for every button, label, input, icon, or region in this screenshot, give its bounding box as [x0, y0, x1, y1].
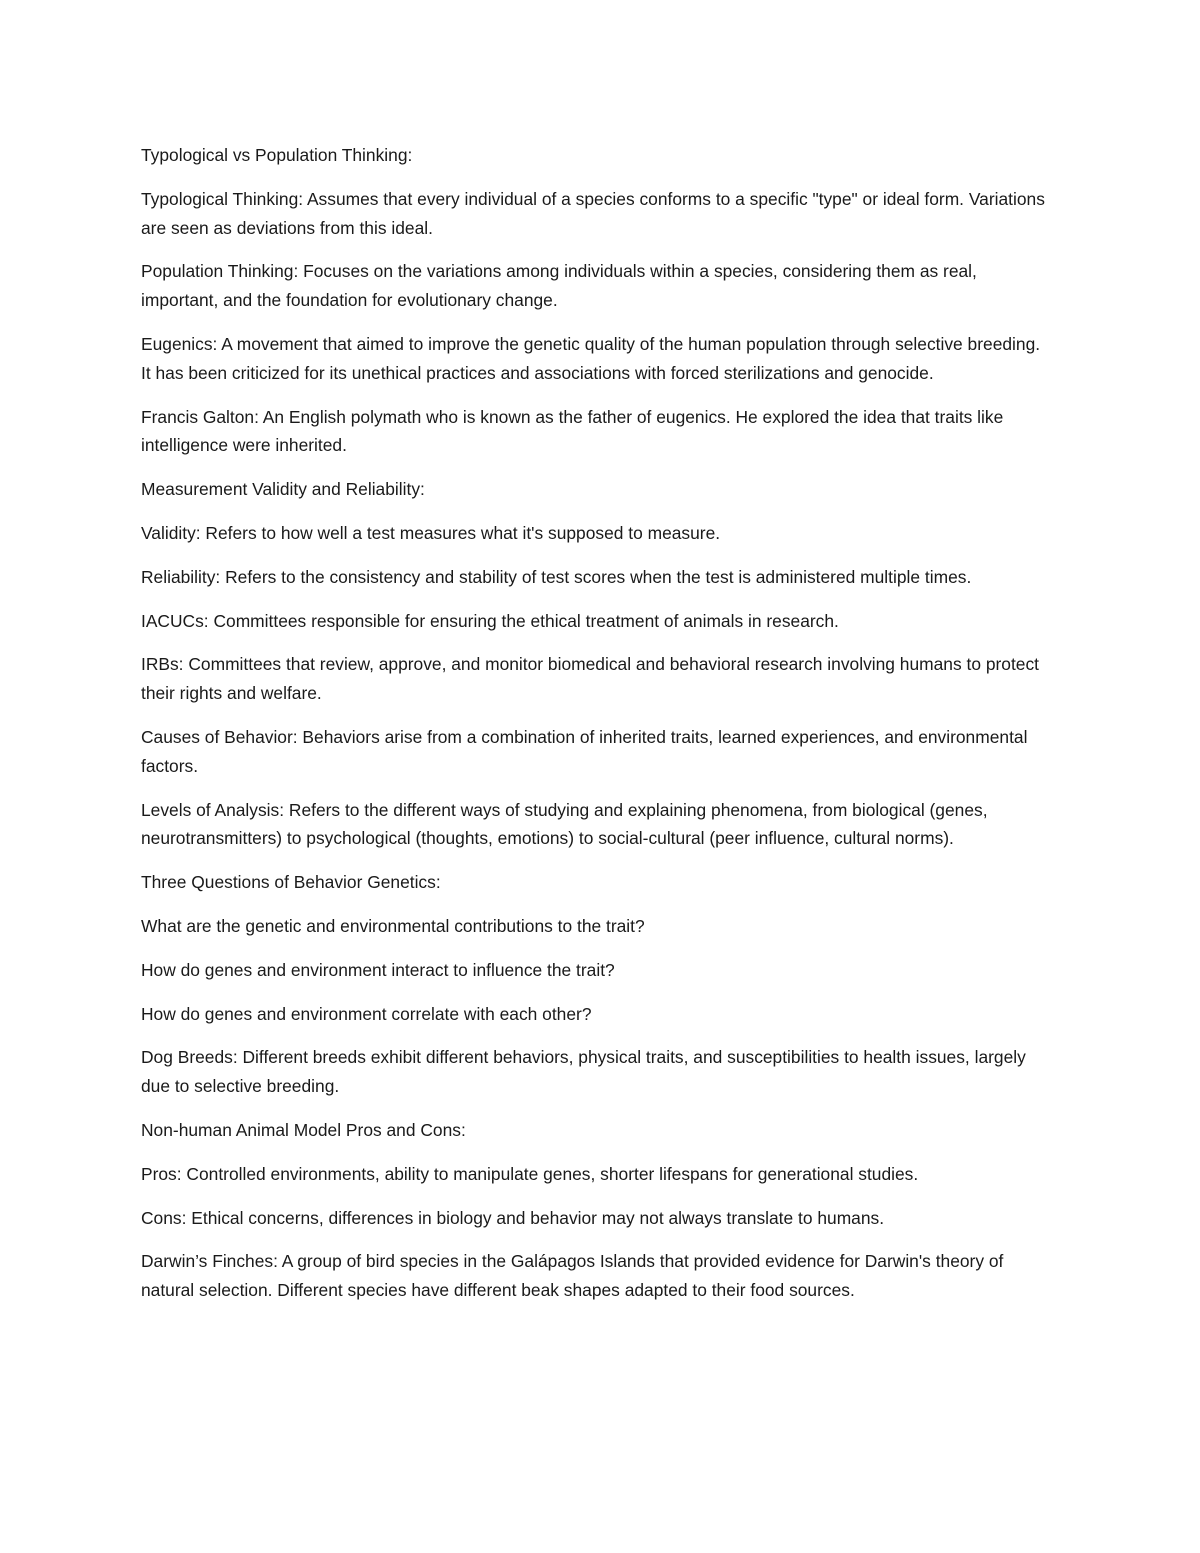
paragraph-reliability: Reliability: Refers to the consistency and stability of test scores when the test is administered multiple times.	[141, 566, 972, 587]
paragraph-cons: Cons: Ethical concerns, differences in biology and behavior may not always translate to humans.	[141, 1207, 885, 1228]
paragraph-eugenics: Eugenics: A movement that aimed to improve the genetic quality of the human population through selective breeding. It has been criticized for its unethical practices and associations with forced sterilizations and genocide.	[141, 333, 1041, 383]
paragraph-iacucs: IACUCs: Committees responsible for ensuring the ethical treatment of animals in research.	[141, 610, 839, 631]
paragraph-irbs: IRBs: Committees that review, approve, and monitor biomedical and behavioral research involving humans to protect their rights and welfare.	[141, 654, 1040, 704]
paragraph-causes-of-behavior: Causes of Behavior: Behaviors arise from a combination of inherited traits, learned experiences, and environmental factors.	[141, 726, 1028, 776]
paragraph-darwins-finches: Darwin’s Finches: A group of bird species in the Galápagos Islands that provided evidence for Darwin's theory of natural selection. Different species have different beak shapes adapted to their food sources.	[141, 1251, 1004, 1301]
paragraph-pros: Pros: Controlled environments, ability to manipulate genes, shorter lifespans for generational studies.	[141, 1163, 919, 1184]
paragraph-typological-thinking: Typological Thinking: Assumes that every individual of a species conforms to a specific "type" or ideal form. Variations are seen as deviations from this ideal.	[141, 188, 1045, 238]
paragraph-validity: Validity: Refers to how well a test measures what it's supposed to measure.	[141, 522, 721, 543]
section-heading-behavior-genetics: Three Questions of Behavior Genetics:	[141, 872, 441, 893]
document-body	[141, 141, 1051, 1320]
paragraph-question-3: How do genes and environment correlate with each other?	[141, 1003, 592, 1024]
section-heading-typological-vs-population: Typological vs Population Thinking:	[141, 145, 413, 165]
section-heading-animal-models: Non-human Animal Model Pros and Cons:	[141, 1119, 466, 1140]
paragraph-population-thinking: Population Thinking: Focuses on the variations among individuals within a species, considering them as real, important, and the foundation for evolutionary change.	[141, 261, 977, 311]
paragraph-francis-galton: Francis Galton: An English polymath who is known as the father of eugenics. He explored the idea that traits like intelligence were inherited.	[141, 406, 1004, 456]
paragraph-levels-of-analysis: Levels of Analysis: Refers to the different ways of studying and explaining phenomena, from biological (genes, neurotransmitters) to psychological (thoughts, emotions) to social-cultural (peer influence, cultural norms).	[141, 799, 988, 849]
paragraph-question-2: How do genes and environment interact to influence the trait?	[141, 959, 615, 980]
paragraph-question-1: What are the genetic and environmental contributions to the trait?	[141, 915, 645, 936]
section-heading-measurement: Measurement Validity and Reliability:	[141, 479, 425, 500]
paragraph-dog-breeds: Dog Breeds: Different breeds exhibit different behaviors, physical traits, and susceptibilities to health issues, largely due to selective breeding.	[141, 1047, 1026, 1097]
